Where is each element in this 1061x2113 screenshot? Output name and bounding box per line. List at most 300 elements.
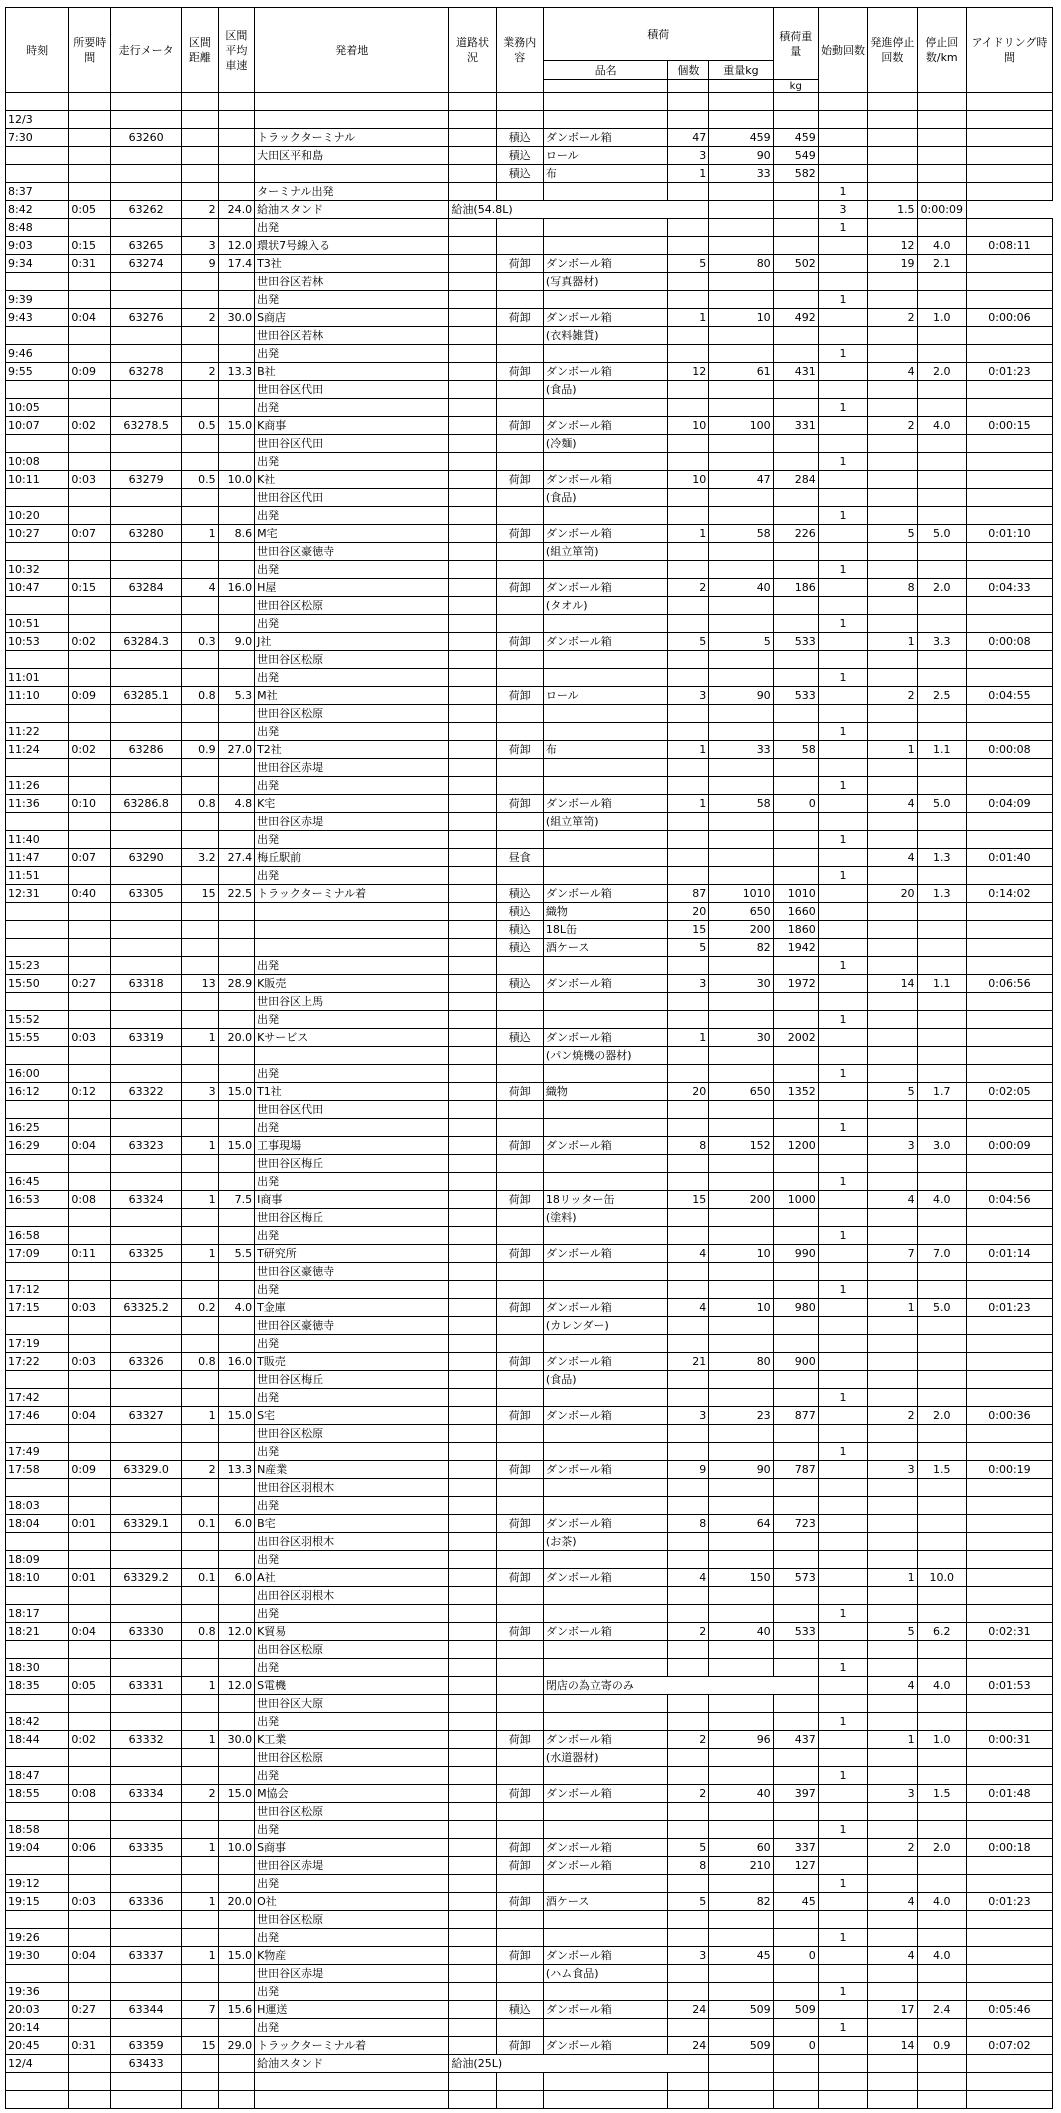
cell-stops [868, 219, 917, 237]
cell-work: 荷卸 [496, 1839, 543, 1857]
cell-stops [868, 1749, 917, 1767]
cell-weight [709, 1497, 773, 1515]
cell-idling [966, 1371, 1052, 1389]
cell-load: 1860 [773, 921, 818, 939]
cell-idling [966, 1173, 1052, 1191]
cell-stops [868, 1281, 917, 1299]
cell-stops [868, 831, 917, 849]
cell-time: 15:52 [6, 1011, 69, 1029]
cell-road [449, 1011, 496, 1029]
cell-duration: 0:03 [69, 1299, 111, 1317]
cell-weight: 5 [709, 633, 773, 651]
cell-work: 荷卸 [496, 363, 543, 381]
cell-stops [868, 939, 917, 957]
cell-starts [818, 1317, 867, 1335]
cell-road [449, 777, 496, 795]
cell-duration [69, 183, 111, 201]
cell-stops [868, 147, 917, 165]
cell-qty [668, 1605, 709, 1623]
table-row [6, 1965, 1053, 1983]
cell-stops-per-km: 2.4 [917, 2001, 966, 2019]
cell-item [543, 111, 668, 129]
cell-road [449, 1551, 496, 1569]
cell-stops: 5 [868, 525, 917, 543]
cell-speed [218, 993, 255, 1011]
cell-qty [668, 291, 709, 309]
table-row [6, 1587, 1053, 1605]
cell-road [449, 615, 496, 633]
cell-place: 世田谷区赤堤 [255, 759, 449, 777]
cell-duration [69, 2091, 111, 2109]
cell-weight [709, 831, 773, 849]
cell-place: K社 [255, 471, 449, 489]
cell-speed [218, 1533, 255, 1551]
cell-load [773, 1101, 818, 1119]
cell-road [449, 2091, 496, 2109]
cell-speed [218, 1443, 255, 1461]
cell-place: 工事現場 [255, 1137, 449, 1155]
cell-road [449, 1461, 496, 1479]
cell-starts [818, 1569, 867, 1587]
cell-speed [218, 1371, 255, 1389]
cell-load [773, 1335, 818, 1353]
cell-starts [818, 579, 867, 597]
cell-distance [182, 1479, 219, 1497]
cell-load [773, 1713, 818, 1731]
table-row [6, 255, 1053, 273]
table-row [6, 291, 1053, 309]
cell-road [449, 1047, 496, 1065]
cell-idling [966, 1983, 1052, 2001]
cell-stops [868, 1875, 917, 1893]
cell-road [449, 561, 496, 579]
table-row [6, 1443, 1053, 1461]
cell-load: 533 [773, 687, 818, 705]
table-row [6, 1407, 1053, 1425]
cell-odometer: 63336 [111, 1893, 182, 1911]
cell-time [6, 1857, 69, 1875]
cell-road [449, 1335, 496, 1353]
cell-duration [69, 813, 111, 831]
cell-qty: 5 [668, 939, 709, 957]
cell-qty [668, 1965, 709, 1983]
table-row [6, 1389, 1053, 1407]
cell-qty [668, 327, 709, 345]
cell-stops [868, 1173, 917, 1191]
cell-road [449, 939, 496, 957]
table-row [6, 381, 1053, 399]
cell-speed [218, 921, 255, 939]
cell-road [449, 1947, 496, 1965]
cell-odometer [111, 831, 182, 849]
cell-distance [182, 1713, 219, 1731]
cell-item: (食品) [543, 1371, 668, 1389]
cell-duration [69, 1983, 111, 2001]
cell-stops [868, 597, 917, 615]
cell-item [543, 1011, 668, 1029]
cell-item [543, 1659, 668, 1677]
cell-distance [182, 1551, 219, 1569]
cell-qty [668, 723, 709, 741]
cell-starts [818, 489, 867, 507]
cell-speed: 15.0 [218, 1947, 255, 1965]
cell-road [449, 2037, 496, 2055]
cell-odometer: 63337 [111, 1947, 182, 1965]
cell-qty [668, 813, 709, 831]
cell-odometer: 63335 [111, 1839, 182, 1857]
cell-speed [218, 489, 255, 507]
cell-weight [709, 1101, 773, 1119]
cell-stops: 4 [868, 795, 917, 813]
cell-time [6, 903, 69, 921]
cell-idling [966, 1929, 1052, 1947]
cell-stops: 4 [868, 1191, 917, 1209]
cell-load: 0 [773, 1947, 818, 1965]
cell-qty [668, 1713, 709, 1731]
cell-odometer: 63324 [111, 1191, 182, 1209]
cell-load: 1010 [773, 885, 818, 903]
cell-place: 出田谷区羽根木 [255, 1587, 449, 1605]
cell-item: (塗料) [543, 1209, 668, 1227]
cell-starts [818, 237, 867, 255]
cell-qty [668, 1371, 709, 1389]
cell-idling [966, 1515, 1052, 1533]
cell-work: 荷卸 [496, 1353, 543, 1371]
cell-starts [818, 471, 867, 489]
cell-speed [218, 1011, 255, 1029]
cell-speed [218, 723, 255, 741]
cell-odometer [111, 939, 182, 957]
cell-distance: 1 [182, 1893, 219, 1911]
cell-place: トラックターミナル着 [255, 2037, 449, 2055]
cell-item: ダンボール箱 [543, 309, 668, 327]
cell-load [773, 1011, 818, 1029]
cell-idling [966, 813, 1052, 831]
cell-duration [69, 129, 111, 147]
cell-odometer [111, 2073, 182, 2091]
cell-qty: 3 [668, 1947, 709, 1965]
cell-stops [868, 435, 917, 453]
cell-qty [668, 1173, 709, 1191]
cell-starts: 1 [818, 1281, 867, 1299]
cell-stops: 4 [868, 1893, 917, 1911]
cell-starts [818, 1191, 867, 1209]
cell-distance [182, 1497, 219, 1515]
cell-distance: 0.8 [182, 1353, 219, 1371]
cell-work [496, 1065, 543, 1083]
cell-work: 荷卸 [496, 255, 543, 273]
cell-distance [182, 1821, 219, 1839]
cell-work [496, 237, 543, 255]
cell-item [543, 1767, 668, 1785]
cell-load [773, 1317, 818, 1335]
cell-starts [818, 993, 867, 1011]
cell-speed [218, 1821, 255, 1839]
cell-duration [69, 219, 111, 237]
cell-duration [69, 1533, 111, 1551]
cell-place: 世田谷区赤堤 [255, 813, 449, 831]
cell-stops-per-km [917, 147, 966, 165]
cell-odometer: 63286.8 [111, 795, 182, 813]
cell-place: 出発 [255, 723, 449, 741]
table-row [6, 687, 1053, 705]
cell-weight [709, 1983, 773, 2001]
cell-time: 10:07 [6, 417, 69, 435]
cell-duration: 0:10 [69, 795, 111, 813]
cell-speed [218, 345, 255, 363]
cell-work: 積込 [496, 2001, 543, 2019]
cell-time: 15:50 [6, 975, 69, 993]
cell-odometer: 63322 [111, 1083, 182, 1101]
cell-item [543, 399, 668, 417]
cell-item [543, 1281, 668, 1299]
cell-weight: 64 [709, 1515, 773, 1533]
cell-road [449, 669, 496, 687]
cell-work [496, 219, 543, 237]
cell-time: 10:20 [6, 507, 69, 525]
cell-qty [668, 453, 709, 471]
cell-road [449, 1731, 496, 1749]
cell-time [6, 1155, 69, 1173]
cell-load: 509 [773, 2001, 818, 2019]
cell-duration [69, 399, 111, 417]
cell-item: ダンボール箱 [543, 1731, 668, 1749]
cell-weight [709, 291, 773, 309]
cell-time: 8:48 [6, 219, 69, 237]
cell-stops: 1 [868, 633, 917, 651]
cell-load [773, 813, 818, 831]
table-row [6, 579, 1053, 597]
cell-distance: 9 [182, 255, 219, 273]
cell-load: 533 [773, 633, 818, 651]
cell-load: 582 [773, 165, 818, 183]
cell-weight: 47 [709, 471, 773, 489]
cell-speed [218, 957, 255, 975]
cell-qty [668, 1047, 709, 1065]
cell-item [543, 1695, 668, 1713]
cell-stops-per-km: 5.0 [917, 525, 966, 543]
cell-place: トラックターミナル着 [255, 885, 449, 903]
cell-stops: 2 [868, 1407, 917, 1425]
cell-stops-per-km [917, 1173, 966, 1191]
cell-speed [218, 165, 255, 183]
cell-starts: 1 [818, 2019, 867, 2037]
cell-stops [868, 399, 917, 417]
cell-work: 荷卸 [496, 1137, 543, 1155]
cell-starts [818, 129, 867, 147]
cell-work [496, 759, 543, 777]
cell-odometer [111, 2091, 182, 2109]
cell-odometer [111, 669, 182, 687]
cell-time: 16:25 [6, 1119, 69, 1137]
cell-duration [69, 705, 111, 723]
cell-stops-per-km [917, 1857, 966, 1875]
cell-odometer: 63279 [111, 471, 182, 489]
cell-work [496, 1983, 543, 2001]
cell-speed: 15.0 [218, 1407, 255, 1425]
cell-load: 186 [773, 579, 818, 597]
cell-odometer: 63278.5 [111, 417, 182, 435]
cell-starts [818, 2055, 867, 2073]
cell-duration [69, 1065, 111, 1083]
cell-road [449, 471, 496, 489]
cell-weight [709, 759, 773, 777]
cell-time [6, 1209, 69, 1227]
cell-duration [69, 1425, 111, 1443]
cell-item: 織物 [543, 903, 668, 921]
cell-idling [966, 435, 1052, 453]
cell-qty: 47 [668, 129, 709, 147]
cell-duration [69, 1101, 111, 1119]
table-row [6, 651, 1053, 669]
cell-odometer [111, 399, 182, 417]
cell-place: 給油スタンド [255, 201, 449, 219]
cell-starts: 1 [818, 1605, 867, 1623]
cell-stops: 4 [868, 363, 917, 381]
cell-stops-per-km [917, 813, 966, 831]
cell-idling: 0:00:19 [966, 1461, 1052, 1479]
table-row [6, 2055, 1053, 2073]
cell-speed: 16.0 [218, 579, 255, 597]
cell-weight: 90 [709, 147, 773, 165]
cell-idling: 0:06:56 [966, 975, 1052, 993]
cell-speed [218, 1605, 255, 1623]
cell-speed [218, 1983, 255, 2001]
table-row [6, 1695, 1053, 1713]
cell-idling: 0:04:55 [966, 687, 1052, 705]
cell-odometer [111, 1425, 182, 1443]
cell-time: 19:30 [6, 1947, 69, 1965]
cell-stops [868, 1587, 917, 1605]
cell-idling [966, 1497, 1052, 1515]
cell-speed [218, 1857, 255, 1875]
cell-item: ダンボール箱 [543, 1407, 668, 1425]
table-row [6, 1119, 1053, 1137]
cell-item: ダンボール箱 [543, 1245, 668, 1263]
cell-duration: 0:27 [69, 975, 111, 993]
cell-stops [868, 1497, 917, 1515]
cell-load: 1660 [773, 903, 818, 921]
cell-qty [668, 957, 709, 975]
cell-idling [966, 1587, 1052, 1605]
cell-distance [182, 1389, 219, 1407]
cell-starts [818, 687, 867, 705]
cell-item [543, 219, 668, 237]
cell-qty: 1 [668, 309, 709, 327]
cell-duration [69, 1155, 111, 1173]
cell-work: 荷卸 [496, 1461, 543, 1479]
cell-odometer: 63359 [111, 2037, 182, 2055]
cell-road [449, 1299, 496, 1317]
cell-speed [218, 615, 255, 633]
cell-stops [868, 1821, 917, 1839]
cell-idling: 0:14:02 [966, 885, 1052, 903]
cell-weight: 150 [709, 1569, 773, 1587]
cell-item [543, 957, 668, 975]
cell-qty [668, 111, 709, 129]
cell-weight [709, 93, 773, 111]
cell-work [496, 1443, 543, 1461]
table-row [6, 1083, 1053, 1101]
cell-qty [668, 1803, 709, 1821]
cell-stops [868, 1389, 917, 1407]
cell-work [496, 1425, 543, 1443]
header-load-unit: kg [773, 80, 818, 93]
cell-stops-per-km: 1.5 [917, 1461, 966, 1479]
cell-qty: 4 [668, 1245, 709, 1263]
cell-weight: 90 [709, 687, 773, 705]
cell-stops-per-km [917, 1767, 966, 1785]
cell-time: 10:32 [6, 561, 69, 579]
cell-work [496, 1875, 543, 1893]
cell-weight: 509 [709, 2037, 773, 2055]
cell-qty [668, 669, 709, 687]
cell-weight [709, 1713, 773, 1731]
cell-qty [668, 1551, 709, 1569]
cell-stops-per-km [917, 1533, 966, 1551]
cell-distance: 0.9 [182, 741, 219, 759]
cell-weight: 10 [709, 1299, 773, 1317]
cell-duration [69, 2073, 111, 2091]
cell-odometer: 63344 [111, 2001, 182, 2019]
cell-work [496, 1767, 543, 1785]
cell-stops-per-km: 6.2 [917, 1623, 966, 1641]
cell-time: 10:47 [6, 579, 69, 597]
cell-place [255, 921, 449, 939]
cell-idling: 0:08:11 [966, 237, 1052, 255]
cell-weight [709, 849, 773, 867]
cell-item: (衣料雑貨) [543, 327, 668, 345]
cell-duration [69, 147, 111, 165]
cell-weight: 58 [709, 525, 773, 543]
cell-speed [218, 111, 255, 129]
cell-time: 16:58 [6, 1227, 69, 1245]
cell-time [6, 1317, 69, 1335]
cell-distance: 0.3 [182, 633, 219, 651]
cell-work [496, 1929, 543, 1947]
cell-load [773, 1767, 818, 1785]
cell-place: 出発 [255, 399, 449, 417]
cell-idling [966, 453, 1052, 471]
cell-work [496, 273, 543, 291]
cell-duration: 0:06 [69, 1839, 111, 1857]
cell-load [773, 957, 818, 975]
cell-item: ダンボール箱 [543, 633, 668, 651]
cell-speed [218, 1335, 255, 1353]
cell-weight [709, 1479, 773, 1497]
cell-distance: 1 [182, 525, 219, 543]
cell-starts: 3 [818, 201, 867, 219]
cell-odometer [111, 507, 182, 525]
cell-road [449, 93, 496, 111]
cell-starts [818, 1731, 867, 1749]
table-row [6, 93, 1053, 111]
cell-qty [668, 993, 709, 1011]
cell-weight [709, 345, 773, 363]
cell-item: ダンボール箱 [543, 417, 668, 435]
cell-item [543, 1479, 668, 1497]
table-row [6, 975, 1053, 993]
cell-stops-per-km [917, 111, 966, 129]
cell-duration [69, 435, 111, 453]
cell-road [449, 1263, 496, 1281]
table-row [6, 1101, 1053, 1119]
cell-stops-per-km: 2.0 [917, 1839, 966, 1857]
cell-distance [182, 705, 219, 723]
cell-road [449, 1425, 496, 1443]
cell-time: 17:46 [6, 1407, 69, 1425]
cell-idling [966, 1713, 1052, 1731]
